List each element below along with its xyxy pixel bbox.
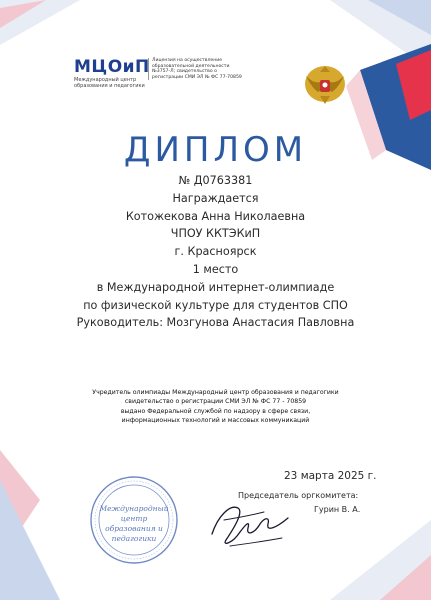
issue-date: 23 марта 2025 г. [284,470,377,482]
event-name: в Международной интернет-олимпиаде [96,280,335,294]
award-text [0,172,431,332]
founder-line: свидетельство о регистрации СМИ ЭЛ № ФС 77 - 70859 [124,398,307,406]
diploma-title: ДИПЛОМ [123,130,308,170]
chair-name: Гурин В. А. [314,505,361,514]
license-text: Лицензия на осуществление образовательной деятельности №3757-Л; свидетельство о регистрации СМИ ЭЛ № ФС 77-70859 [148,58,247,80]
supervisor: Руководитель: Мозгунова Анастасия Павловна [76,316,355,330]
svg-text:педагогики: педагогики [111,534,157,543]
organization-logo [74,58,154,89]
signature [204,494,294,554]
svg-text:образования и: образования и [105,524,163,533]
svg-text:Международный: Международный [99,504,169,513]
founder-line: выдано Федеральной службой по надзору в сфере связи, [120,407,311,415]
founder-text [70,388,361,426]
logo-subtitle: Международный центр образования и педагогики [74,77,145,89]
awarded-label: Награждается [172,191,259,205]
logo-wordmark: МЦОиП [74,57,150,77]
institution-name: ЧПОУ ККТЭКиП [170,227,261,241]
event-subject: по физической культуре для студентов СПО [83,298,348,312]
coat-of-arms-icon [300,58,350,108]
city: г. Красноярск [174,245,257,259]
founder-line: информационных технологий и массовых коммуникаций [121,417,310,425]
svg-text:центр: центр [120,514,148,523]
organization-stamp [88,474,180,566]
diploma-number: № Д0763381 [178,174,253,187]
chair-label: Председатель оргкомитета: [238,491,359,500]
founder-line: Учредитель олимпиады Международный центр образования и педагогики [92,389,339,396]
recipient-name: Котожекова Анна Николаевна [125,209,306,223]
place: 1 место [192,262,239,276]
